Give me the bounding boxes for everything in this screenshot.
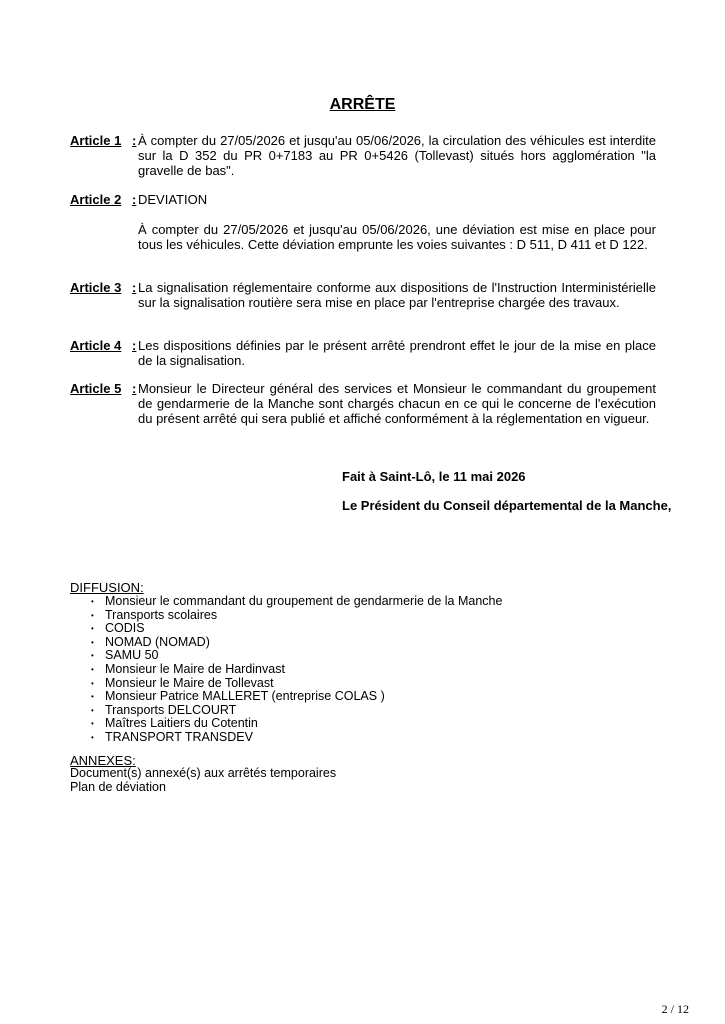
article-colon: :: [132, 338, 137, 353]
diffusion-heading: [70, 580, 144, 595]
diffusion-list: [90, 595, 502, 745]
article-label: Article 3: [70, 280, 122, 295]
article-body: [138, 133, 656, 178]
article-paragraph: La signalisation réglementaire conforme aux dispositions de l'Instruction Interministérielle sur la signalisation routière sera mise en place par l'entreprise chargée des travaux.: [138, 280, 656, 310]
article-1: [70, 133, 656, 178]
list-item: • Monsieur le commandant du groupement de gendarmerie de la Manche: [90, 595, 502, 609]
article-paragraph: À compter du 27/05/2026 et jusqu'au 05/06/2026, une déviation est mise en place pour tous les véhicules. Cette déviation emprunte les voies suivantes : D 511, D 411 et D 122.: [138, 222, 656, 252]
annexes-heading-text: ANNEXES: [70, 753, 133, 768]
diffusion-heading-text: DIFFUSION: [70, 580, 141, 595]
list-item: • TRANSPORT TRANSDEV: [90, 731, 502, 745]
list-item: • Monsieur le Maire de Tollevast: [90, 677, 502, 691]
article-label: Article 5: [70, 381, 122, 396]
article-4: [70, 338, 656, 368]
article-paragraph: Monsieur le Directeur général des services et Monsieur le commandant du groupement de gendarmerie de la Manche sont chargés chacun en ce qui le concerne de l'exécution du présent arrêté qui sera publié et affiché conformément à la réglementation en vigueur.: [138, 381, 656, 426]
annex-item: Document(s) annexé(s) aux arrêtés temporaires: [70, 766, 337, 780]
article-colon: :: [132, 133, 137, 148]
list-item: • CODIS: [90, 622, 502, 636]
article-2: [70, 192, 656, 252]
article-label: Article 4: [70, 338, 122, 353]
article-body: [138, 338, 656, 368]
article-3: [70, 280, 656, 310]
article-paragraph: DEVIATION: [138, 192, 208, 207]
signature-signatory: Le Président du Conseil départemental de la Manche,: [342, 498, 672, 513]
list-item: • SAMU 50: [90, 649, 502, 663]
list-item: • Monsieur Patrice MALLERET (entreprise COLAS ): [90, 690, 502, 704]
list-item: • Maîtres Laitiers du Cotentin: [90, 717, 502, 731]
annexes-list: [70, 767, 336, 794]
article-colon: :: [132, 381, 137, 396]
list-item: • NOMAD (NOMAD): [90, 636, 502, 650]
article-colon: :: [132, 192, 137, 207]
article-body: [138, 280, 656, 310]
article-paragraph: Les dispositions définies par le présent arrêté prendront effet le jour de la mise en place de la signalisation.: [138, 338, 656, 368]
article-body: [138, 192, 656, 252]
article-body: [138, 381, 656, 426]
annexes-heading-colon: :: [132, 753, 136, 768]
signature-place-date: Fait à Saint-Lô, le 11 mai 2026: [342, 469, 526, 484]
article-label: Article 2: [70, 192, 122, 207]
article-label: Article 1: [70, 133, 122, 148]
list-item: • Transports DELCOURT: [90, 704, 502, 718]
list-item: • Monsieur le Maire de Hardinvast: [90, 663, 502, 677]
list-item: • Transports scolaires: [90, 609, 502, 623]
article-paragraph: À compter du 27/05/2026 et jusqu'au 05/06/2026, la circulation des véhicules est interdite sur la D 352 du PR 0+7183 au PR 0+5426 (Tollevast) situés hors agglomération "la gravelle de bas".: [138, 133, 656, 178]
annex-item: Plan de déviation: [70, 779, 166, 794]
article-5: [70, 381, 656, 426]
page-number: 2 / 12: [661, 1002, 689, 1016]
article-colon: :: [132, 280, 137, 295]
document-title: ARRÊTE: [329, 96, 396, 113]
diffusion-heading-colon: :: [140, 580, 144, 595]
